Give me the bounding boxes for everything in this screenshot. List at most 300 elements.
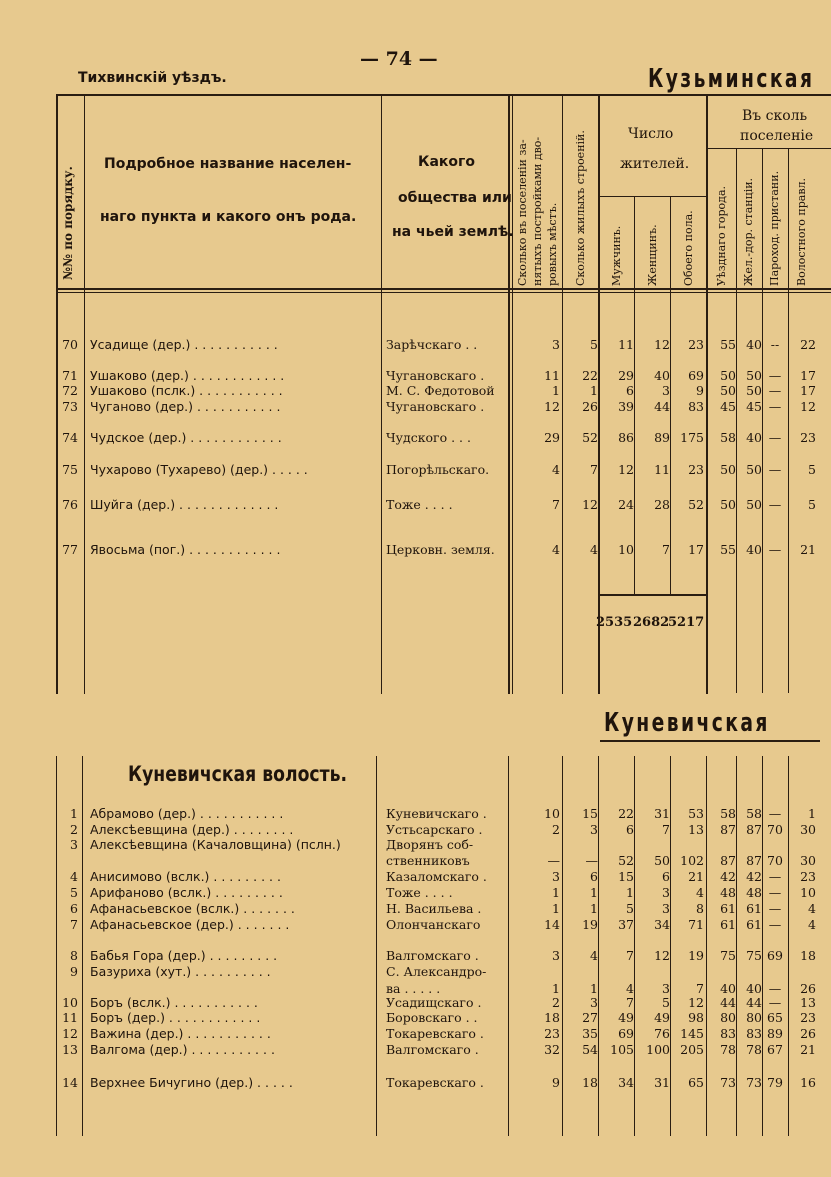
table-row: [0, 1026, 831, 1041]
cell-to-town: 42: [720, 869, 736, 884]
district-title: Тихвинскій уѣздъ.: [78, 70, 227, 86]
header-rail: Жел.-дор. станціи.: [742, 177, 755, 286]
cell-to-rail: 40: [746, 337, 762, 352]
table-row: [0, 822, 831, 837]
table-row: [0, 806, 831, 821]
cell-to-rail: 50: [746, 368, 762, 383]
row-society: Куневичскаго .: [386, 806, 487, 821]
header-inhab-2: жителей.: [620, 156, 690, 172]
header-name-1: Подробное название населен-: [104, 156, 352, 172]
row-number: 7: [70, 917, 78, 932]
cell-buildings: 5: [590, 337, 598, 352]
cell-both: 71: [688, 917, 704, 932]
cell-to-town: 78: [720, 1042, 736, 1057]
cell-to-town: 50: [720, 383, 736, 398]
cell-men: 6: [626, 822, 634, 837]
cell-to-pier: —: [768, 542, 782, 557]
row-settlement-name: Боръ (вслк.) . . . . . . . . . . .: [90, 995, 258, 1010]
table-row: [0, 869, 831, 884]
row-society: Дворянъ соб-: [386, 837, 474, 852]
row-number: 13: [62, 1042, 78, 1057]
cell-men: 5: [626, 901, 634, 916]
cell-buildings: 1: [590, 901, 598, 916]
table-row: [0, 430, 831, 445]
cell-women: 12: [654, 948, 670, 963]
cell-to-town: 55: [720, 337, 736, 352]
row-number: 14: [62, 1075, 78, 1090]
cell-men: 69: [618, 1026, 634, 1041]
cell-women: 7: [662, 822, 670, 837]
row-settlement-name: Чухарово (Тухарево) (дер.) . . . . .: [90, 462, 308, 477]
cell-men: 29: [618, 368, 634, 383]
row-number: 8: [70, 948, 78, 963]
cell-to-town: 50: [720, 368, 736, 383]
row-settlement-name: Чуганово (дер.) . . . . . . . . . . .: [90, 399, 281, 414]
cell-men: 22: [618, 806, 634, 821]
row-number: 71: [62, 368, 78, 383]
cell-to-pier: —: [768, 885, 782, 900]
cell-to-pier: 79: [767, 1075, 783, 1090]
header-town: Уѣзднаго города.: [715, 185, 728, 286]
cell-to-rail: 80: [746, 1010, 762, 1025]
row-society: Чугановскаго .: [386, 399, 485, 414]
header-order: №№ по порядку.: [61, 166, 75, 280]
cell-to-rail: 40: [746, 981, 762, 996]
header-society-1: Какого: [418, 154, 475, 170]
col-rule-town: [736, 148, 737, 693]
cell-plots: 1: [552, 981, 560, 996]
cell-both: 13: [688, 822, 704, 837]
cell-plots: 9: [552, 1075, 560, 1090]
cell-plots: 3: [552, 869, 560, 884]
cell-buildings: 19: [582, 917, 598, 932]
cell-to-pier: —: [768, 462, 782, 477]
row-society: Чугановскаго .: [386, 368, 485, 383]
table-row: [0, 1042, 831, 1057]
cell-to-rail: 50: [746, 462, 762, 477]
cell-to-town: 40: [720, 981, 736, 996]
row-settlement-name: Ушаково (дер.) . . . . . . . . . . . .: [90, 368, 285, 383]
cell-both: 19: [688, 948, 704, 963]
cell-women: 44: [654, 399, 670, 414]
cell-to-pier: 67: [767, 1042, 783, 1057]
cell-buildings: 26: [582, 399, 598, 414]
row-settlement-name: Абрамово (дер.) . . . . . . . . . . .: [90, 806, 284, 821]
cell-plots: 1: [552, 901, 560, 916]
cell-plots: 2: [552, 822, 560, 837]
cell-to-admin: 17: [800, 368, 816, 383]
row-settlement-name: Бабья Гора (дер.) . . . . . . . . .: [90, 948, 278, 963]
cell-women: 31: [654, 806, 670, 821]
cell-plots: 23: [544, 1026, 560, 1041]
table-row: [0, 917, 831, 932]
cell-plots: 32: [544, 1042, 560, 1057]
cell-to-rail: 40: [746, 430, 762, 445]
cell-buildings: 35: [582, 1026, 598, 1041]
cell-buildings: 22: [582, 368, 598, 383]
cell-to-town: 61: [720, 901, 736, 916]
cell-women: 49: [654, 1010, 670, 1025]
table-row: [0, 399, 831, 414]
table-row: [0, 964, 831, 979]
cell-men: 24: [618, 497, 634, 512]
cell-plots: —: [547, 853, 560, 868]
cell-women: 50: [654, 853, 670, 868]
cell-buildings: 7: [590, 462, 598, 477]
cell-to-admin: 23: [800, 430, 816, 445]
row-number: 6: [70, 901, 78, 916]
cell-to-rail: 61: [746, 917, 762, 932]
cell-both: 65: [688, 1075, 704, 1090]
dist-subrule: [708, 148, 831, 149]
header-buildings: Сколько жилыхъ строеній.: [574, 130, 587, 286]
cell-to-admin: 21: [800, 542, 816, 557]
cell-to-pier: —: [768, 806, 782, 821]
cell-men: 37: [618, 917, 634, 932]
cell-to-town: 55: [720, 542, 736, 557]
row-settlement-name: Усадище (дер.) . . . . . . . . . . .: [90, 337, 278, 352]
cell-buildings: 6: [590, 869, 598, 884]
cell-to-pier: 70: [767, 822, 783, 837]
cell-buildings: 4: [590, 542, 598, 557]
cell-women: 89: [654, 430, 670, 445]
row-number: 77: [62, 542, 78, 557]
page-number: — 74 —: [360, 48, 438, 70]
table-row: [0, 885, 831, 900]
row-number: 10: [62, 995, 78, 1010]
cell-women: 6: [662, 869, 670, 884]
cell-men: 49: [618, 1010, 634, 1025]
cell-to-town: 45: [720, 399, 736, 414]
table-row: [0, 368, 831, 383]
row-number: 70: [62, 337, 78, 352]
table-row: [0, 497, 831, 512]
row-settlement-name: Боръ (дер.) . . . . . . . . . . . .: [90, 1010, 261, 1025]
row-number: 1: [70, 806, 78, 821]
cell-to-rail: 50: [746, 497, 762, 512]
cell-buildings: 12: [582, 497, 598, 512]
row-number: 12: [62, 1026, 78, 1041]
cell-buildings: 1: [590, 383, 598, 398]
cell-to-town: 87: [720, 853, 736, 868]
table-row: [0, 837, 831, 852]
cell-to-town: 58: [720, 806, 736, 821]
cell-men: 34: [618, 1075, 634, 1090]
volost-title-underline: [600, 740, 820, 742]
cell-men: 7: [626, 995, 634, 1010]
cell-to-admin: 26: [800, 981, 816, 996]
cell-both: 102: [680, 853, 704, 868]
cell-both: 145: [680, 1026, 704, 1041]
inhab-subrule: [600, 196, 706, 197]
cell-both: 175: [680, 430, 704, 445]
cell-both: 205: [680, 1042, 704, 1057]
cell-to-pier: 89: [767, 1026, 783, 1041]
cell-to-admin: 26: [800, 1026, 816, 1041]
row-number: 11: [62, 1010, 78, 1025]
total-rule: [598, 594, 706, 596]
table-row: [0, 337, 831, 352]
cell-both: 9: [696, 383, 704, 398]
row-number: 9: [70, 964, 78, 979]
table-row: [0, 981, 831, 996]
header-bottom-rule-2: [56, 292, 831, 293]
cell-to-rail: 61: [746, 901, 762, 916]
row-number: 3: [70, 837, 78, 852]
row-settlement-name: Анисимово (вслк.) . . . . . . . . .: [90, 869, 281, 884]
table-row: [0, 853, 831, 868]
cell-to-town: 61: [720, 917, 736, 932]
row-settlement-name: Алексѣевщина (дер.) . . . . . . . .: [90, 822, 294, 837]
cell-women: 3: [662, 383, 670, 398]
cell-both: 8: [696, 901, 704, 916]
cell-men: 86: [618, 430, 634, 445]
cell-buildings: 1: [590, 981, 598, 996]
row-society: М. С. Федотовой: [386, 383, 495, 398]
cell-to-admin: 4: [808, 901, 816, 916]
header-women: Женщинъ.: [646, 224, 659, 286]
table-row: [0, 462, 831, 477]
cell-to-admin: 12: [800, 399, 816, 414]
cell-women: 34: [654, 917, 670, 932]
cell-men: 12: [618, 462, 634, 477]
row-society: Токаревскаго .: [386, 1075, 484, 1090]
row-settlement-name: Ушаково (пслк.) . . . . . . . . . . .: [90, 383, 283, 398]
cell-men: 4: [626, 981, 634, 996]
row-settlement-name: Афанасьевское (дер.) . . . . . . .: [90, 917, 290, 932]
row-settlement-name: Шуйга (дер.) . . . . . . . . . . . . .: [90, 497, 279, 512]
cell-to-rail: 42: [746, 869, 762, 884]
cell-to-pier: 70: [767, 853, 783, 868]
cell-to-admin: 18: [800, 948, 816, 963]
row-society: Боровскаго . .: [386, 1010, 478, 1025]
cell-buildings: 3: [590, 995, 598, 1010]
cell-to-pier: —: [768, 497, 782, 512]
cell-plots: 7: [552, 497, 560, 512]
cell-to-admin: 22: [800, 337, 816, 352]
cell-to-pier: —: [768, 383, 782, 398]
cell-to-pier: —: [768, 430, 782, 445]
cell-women: 7: [662, 542, 670, 557]
row-number: 76: [62, 497, 78, 512]
cell-plots: 3: [552, 948, 560, 963]
cell-buildings: 27: [582, 1010, 598, 1025]
cell-women: 40: [654, 368, 670, 383]
cell-to-admin: 5: [808, 462, 816, 477]
cell-women: 28: [654, 497, 670, 512]
cell-to-town: 75: [720, 948, 736, 963]
cell-to-rail: 45: [746, 399, 762, 414]
row-society: ственниковъ: [386, 853, 470, 868]
cell-to-admin: 30: [800, 822, 816, 837]
cell-to-admin: 17: [800, 383, 816, 398]
cell-women: 5: [662, 995, 670, 1010]
cell-to-town: 87: [720, 822, 736, 837]
cell-to-pier: —: [768, 368, 782, 383]
cell-plots: 1: [552, 383, 560, 398]
header-plots-1: Сколько въ поселеніи за-: [516, 139, 529, 286]
row-number: 4: [70, 869, 78, 884]
cell-men: 1: [626, 885, 634, 900]
row-society: С. Александро-: [386, 964, 487, 979]
row-society: Усадищскаго .: [386, 995, 482, 1010]
row-settlement-name: Явосьма (пог.) . . . . . . . . . . . .: [90, 542, 281, 557]
row-settlement-name: Афанасьевское (вслк.) . . . . . . .: [90, 901, 295, 916]
row-society: Церковн. земля.: [386, 542, 495, 557]
cell-to-admin: 4: [808, 917, 816, 932]
cell-plots: 12: [544, 399, 560, 414]
row-number: 73: [62, 399, 78, 414]
cell-to-rail: 44: [746, 995, 762, 1010]
header-bottom-rule: [56, 288, 831, 290]
cell-to-admin: 13: [800, 995, 816, 1010]
table-row: [0, 948, 831, 963]
header-pier: Пароход. пристани.: [768, 170, 781, 286]
row-number: 72: [62, 383, 78, 398]
cell-both: 83: [688, 399, 704, 414]
cell-to-town: 80: [720, 1010, 736, 1025]
header-name-2: наго пункта и какого онъ рода.: [100, 209, 357, 225]
cell-to-pier: 65: [767, 1010, 783, 1025]
cell-to-rail: 73: [746, 1075, 762, 1090]
cell-plots: 29: [544, 430, 560, 445]
cell-to-admin: 23: [800, 869, 816, 884]
row-society: Зарѣчскаго . .: [386, 337, 478, 352]
table-row: [0, 383, 831, 398]
cell-buildings: —: [585, 853, 598, 868]
cell-both: 23: [688, 462, 704, 477]
cell-men: 52: [618, 853, 634, 868]
row-society: Олончанскаго: [386, 917, 481, 932]
cell-women: 31: [654, 1075, 670, 1090]
cell-buildings: 18: [582, 1075, 598, 1090]
row-settlement-name: Валгома (дер.) . . . . . . . . . . .: [90, 1042, 275, 1057]
table-row: [0, 1010, 831, 1025]
cell-plots: 14: [544, 917, 560, 932]
cell-both: 7: [696, 981, 704, 996]
cell-men: 39: [618, 399, 634, 414]
table-row: [0, 542, 831, 557]
total-women: 2682: [633, 615, 670, 630]
cell-plots: 1: [552, 885, 560, 900]
cell-to-admin: 1: [808, 806, 816, 821]
row-society: Казаломскаго .: [386, 869, 487, 884]
section-heading: Куневичская волость.: [128, 762, 348, 786]
cell-buildings: 3: [590, 822, 598, 837]
row-settlement-name: Верхнее Бичугино (дер.) . . . . .: [90, 1075, 293, 1090]
cell-to-town: 50: [720, 497, 736, 512]
row-society: Валгомскаго .: [386, 1042, 479, 1057]
row-settlement-name: Арифаново (вслк.) . . . . . . . . .: [90, 885, 283, 900]
cell-women: 3: [662, 981, 670, 996]
cell-men: 15: [618, 869, 634, 884]
cell-men: 11: [618, 337, 634, 352]
cell-to-pier: --: [770, 337, 780, 352]
table-top-rule: [56, 94, 831, 96]
row-settlement-name: Чудское (дер.) . . . . . . . . . . . .: [90, 430, 282, 445]
cell-buildings: 15: [582, 806, 598, 821]
row-society: ва . . . . .: [386, 981, 441, 996]
header-society-3: на чьей землѣ.: [392, 224, 514, 240]
cell-to-pier: —: [768, 917, 782, 932]
header-plots-3: ровыхъ мѣстъ.: [546, 202, 559, 286]
cell-buildings: 54: [582, 1042, 598, 1057]
cell-plots: 10: [544, 806, 560, 821]
cell-to-rail: 78: [746, 1042, 762, 1057]
cell-plots: 3: [552, 337, 560, 352]
cell-plots: 11: [544, 368, 560, 383]
cell-to-town: 48: [720, 885, 736, 900]
cell-to-admin: 30: [800, 853, 816, 868]
cell-to-pier: —: [768, 399, 782, 414]
cell-to-rail: 87: [746, 853, 762, 868]
cell-to-rail: 83: [746, 1026, 762, 1041]
cell-to-town: 83: [720, 1026, 736, 1041]
cell-to-admin: 5: [808, 497, 816, 512]
row-society: Валгомскаго .: [386, 948, 479, 963]
cell-to-rail: 87: [746, 822, 762, 837]
cell-both: 53: [688, 806, 704, 821]
cell-to-town: 44: [720, 995, 736, 1010]
cell-to-admin: 23: [800, 1010, 816, 1025]
cell-both: 21: [688, 869, 704, 884]
header-both: Обоего пола.: [682, 210, 695, 286]
cell-women: 12: [654, 337, 670, 352]
cell-to-town: 50: [720, 462, 736, 477]
cell-both: 98: [688, 1010, 704, 1025]
cell-to-admin: 10: [800, 885, 816, 900]
cell-to-rail: 58: [746, 806, 762, 821]
cell-plots: 2: [552, 995, 560, 1010]
table-row: [0, 995, 831, 1010]
cell-to-pier: —: [768, 995, 782, 1010]
cell-women: 100: [646, 1042, 670, 1057]
cell-to-rail: 40: [746, 542, 762, 557]
header-men: Мужчинъ.: [610, 225, 623, 286]
cell-women: 11: [654, 462, 670, 477]
cell-men: 7: [626, 948, 634, 963]
cell-men: 105: [610, 1042, 634, 1057]
cell-men: 10: [618, 542, 634, 557]
header-plots-2: нятыхъ постройками дво-: [531, 136, 544, 286]
cell-both: 17: [688, 542, 704, 557]
cell-buildings: 4: [590, 948, 598, 963]
header-dist-1: Въ сколь: [742, 108, 808, 124]
cell-plots: 4: [552, 462, 560, 477]
row-society: Токаревскаго .: [386, 1026, 484, 1041]
row-settlement-name: Алексѣевщина (Качаловщина) (пслн.): [90, 837, 341, 852]
row-society: Тоже . . . .: [386, 497, 453, 512]
cell-buildings: 1: [590, 885, 598, 900]
cell-women: 3: [662, 885, 670, 900]
cell-both: 52: [688, 497, 704, 512]
cell-to-town: 73: [720, 1075, 736, 1090]
header-dist-2: поселеніе: [740, 128, 814, 144]
row-society: Устьсарскаго .: [386, 822, 483, 837]
cell-to-admin: 21: [800, 1042, 816, 1057]
row-number: 74: [62, 430, 78, 445]
cell-men: 6: [626, 383, 634, 398]
volost-title-top: Кузьминская: [648, 64, 815, 94]
row-society: Тоже . . . .: [386, 885, 453, 900]
cell-plots: 4: [552, 542, 560, 557]
header-society-2: общества или: [398, 190, 512, 206]
cell-to-rail: 50: [746, 383, 762, 398]
total-men: 2535: [596, 615, 633, 630]
row-settlement-name: Важина (дер.) . . . . . . . . . . .: [90, 1026, 271, 1041]
header-inhab-1: Число: [628, 126, 674, 142]
col-rule-rail: [762, 148, 763, 693]
